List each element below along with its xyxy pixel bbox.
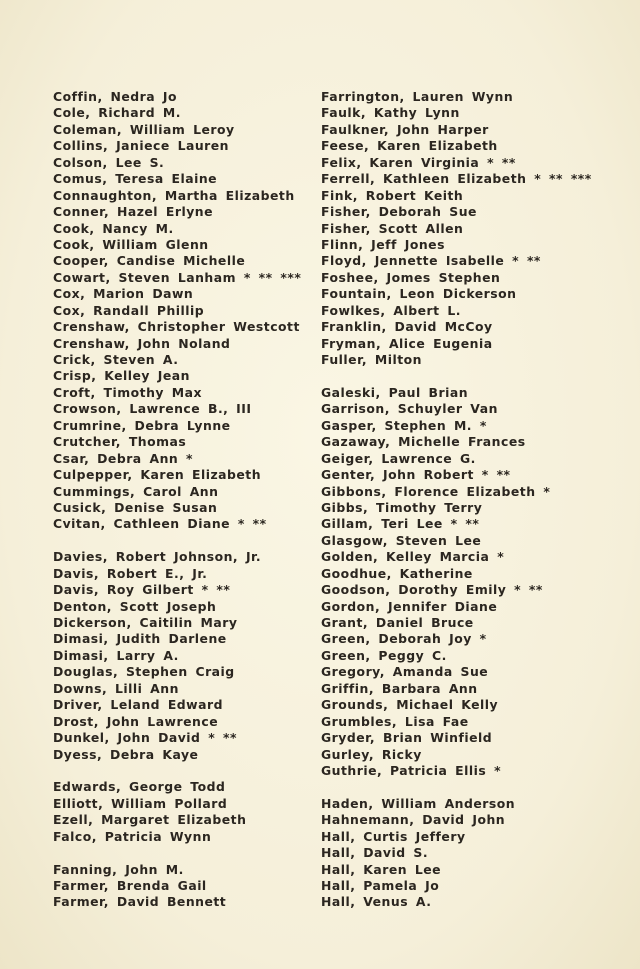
name-entry: Downs, Lilli Ann: [53, 680, 179, 696]
name-entry: Crutcher, Thomas: [53, 434, 187, 450]
name-entry: Hall, Venus A.: [321, 894, 432, 910]
group-spacer: [321, 779, 621, 795]
name-entry: Gibbs, Timothy Terry: [321, 499, 483, 515]
name-entry: Goodson, Dorothy Emily * **: [321, 582, 543, 598]
name-entry: Gurley, Ricky: [321, 746, 422, 762]
name-entry: Feese, Karen Elizabeth: [321, 138, 498, 154]
name-entry: Gazaway, Michelle Frances: [321, 434, 526, 450]
name-entry: Grant, Daniel Bruce: [321, 615, 474, 630]
group-spacer: [53, 845, 323, 861]
name-entry: Colson, Lee S.: [53, 154, 165, 170]
name-entry: Crumrine, Debra Lynne: [53, 417, 231, 433]
name-entry: Farrington, Lauren Wynn: [321, 89, 514, 104]
name-entry: Gibbons, Florence Elizabeth *: [321, 483, 551, 499]
name-entry: Drost, John Lawrence: [53, 713, 219, 729]
name-entry: Fuller, Milton: [321, 352, 422, 367]
name-entry: Coleman, William Leroy: [53, 121, 235, 137]
name-entry: Cusick, Denise Susan: [53, 499, 218, 515]
name-entry: Grounds, Michael Kelly: [321, 697, 499, 713]
name-entry: Crowson, Lawrence B., III: [53, 401, 252, 417]
name-entry: Cowart, Steven Lanham * ** ***: [53, 269, 302, 285]
name-entry: Garrison, Schuyler Van: [321, 401, 498, 417]
name-entry: Hall, Karen Lee: [321, 861, 442, 877]
name-entry: Dyess, Debra Kaye: [53, 746, 199, 762]
name-entry: Croft, Timothy Max: [53, 384, 202, 400]
name-entry: Geiger, Lawrence G.: [321, 450, 476, 466]
name-entry: Haden, William Anderson: [321, 795, 516, 811]
name-entry: Farmer, David Bennett: [53, 894, 227, 910]
group-spacer: [53, 533, 323, 549]
name-entry: Denton, Scott Joseph: [53, 598, 217, 614]
name-entry: Cummings, Carol Ann: [53, 483, 219, 499]
name-entry: Connaughton, Martha Elizabeth: [53, 187, 295, 203]
name-entry: Floyd, Jennette Isabelle * **: [321, 253, 541, 269]
left-name-column: [53, 89, 323, 911]
name-entry: Foshee, Jomes Stephen: [321, 269, 501, 285]
name-entry: Douglas, Stephen Craig: [53, 664, 235, 680]
name-entry: Griffin, Barbara Ann: [321, 680, 478, 696]
name-entry: Culpepper, Karen Elizabeth: [53, 467, 262, 483]
name-entry: Hahnemann, David John: [321, 812, 506, 828]
name-entry: Hall, Curtis Jeffery: [321, 828, 466, 844]
name-entry: Comus, Teresa Elaine: [53, 171, 218, 187]
name-entry: Gillam, Teri Lee * **: [321, 516, 480, 532]
name-entry: Cox, Marion Dawn: [53, 286, 194, 302]
name-entry: Crisp, Kelley Jean: [53, 368, 190, 384]
name-entry: Gryder, Brian Winfield: [321, 730, 493, 746]
name-entry: Felix, Karen Virginia * **: [321, 154, 516, 170]
name-entry: Fisher, Scott Allen: [321, 220, 464, 236]
name-entry: Crenshaw, Christopher Westcott: [53, 319, 300, 335]
name-entry: Crick, Steven A.: [53, 352, 179, 367]
name-entry: Galeski, Paul Brian: [321, 384, 469, 400]
name-entry: Davis, Robert E., Jr.: [53, 565, 208, 581]
name-entry: Ferrell, Kathleen Elizabeth * ** ***: [321, 171, 592, 187]
name-entry: Green, Peggy C.: [321, 647, 447, 663]
name-entry: Franklin, David McCoy: [321, 319, 493, 335]
name-entry: Dunkel, John David * **: [53, 730, 237, 746]
name-entry: Fryman, Alice Eugenia: [321, 335, 493, 351]
name-entry: Guthrie, Patricia Ellis *: [321, 762, 502, 778]
name-entry: Farmer, Brenda Gail: [53, 878, 207, 893]
name-entry: Conner, Hazel Erlyne: [53, 204, 213, 220]
name-entry: Fountain, Leon Dickerson: [321, 286, 517, 302]
name-entry: Driver, Leland Edward: [53, 697, 223, 713]
name-entry: Edwards, George Todd: [53, 779, 226, 795]
name-entry: Flinn, Jeff Jones: [321, 236, 445, 252]
name-entry: Davies, Robert Johnson, Jr.: [53, 549, 262, 565]
name-entry: Davis, Roy Gilbert * **: [53, 582, 231, 598]
name-entry: Dimasi, Judith Darlene: [53, 631, 227, 647]
name-entry: Crenshaw, John Noland: [53, 335, 231, 351]
name-entry: Cox, Randall Phillip: [53, 302, 205, 318]
name-entry: Goodhue, Katherine: [321, 565, 473, 581]
name-entry: Gordon, Jennifer Diane: [321, 598, 498, 614]
name-entry: Fink, Robert Keith: [321, 187, 464, 203]
name-entry: Dimasi, Larry A.: [53, 647, 179, 663]
name-entry: Genter, John Robert * **: [321, 467, 511, 483]
name-entry: Cook, Nancy M.: [53, 220, 174, 236]
name-entry: Gregory, Amanda Sue: [321, 664, 489, 680]
name-entry: Hall, Pamela Jo: [321, 878, 440, 893]
name-entry: Collins, Janiece Lauren: [53, 138, 229, 154]
name-entry: Cooper, Candise Michelle: [53, 253, 246, 269]
name-entry: Hall, David S.: [321, 845, 429, 861]
name-entry: Fisher, Deborah Sue: [321, 204, 477, 220]
name-entry: Elliott, William Pollard: [53, 795, 228, 811]
name-entry: Csar, Debra Ann *: [53, 450, 194, 466]
name-entry: Ezell, Margaret Elizabeth: [53, 812, 247, 828]
name-entry: Faulkner, John Harper: [321, 121, 489, 137]
name-entry: Grumbles, Lisa Fae: [321, 713, 469, 729]
name-entry: Fanning, John M.: [53, 861, 184, 877]
name-entry: Fowlkes, Albert L.: [321, 302, 461, 318]
name-entry: Coffin, Nedra Jo: [53, 89, 178, 104]
group-spacer: [53, 763, 323, 779]
name-entry: Gasper, Stephen M. *: [321, 417, 487, 433]
name-entry: Dickerson, Caitilin Mary: [53, 615, 238, 630]
name-entry: Cole, Richard M.: [53, 105, 181, 121]
name-entry: Green, Deborah Joy *: [321, 631, 487, 647]
name-entry: Cvitan, Cathleen Diane * **: [53, 516, 267, 532]
name-entry: Golden, Kelley Marcia *: [321, 549, 505, 565]
group-spacer: [321, 368, 621, 384]
name-entry: Glasgow, Steven Lee: [321, 532, 482, 548]
name-entry: Faulk, Kathy Lynn: [321, 105, 460, 121]
name-entry: Cook, William Glenn: [53, 236, 209, 252]
name-entry: Falco, Patricia Wynn: [53, 828, 212, 844]
right-name-column: [321, 89, 621, 911]
